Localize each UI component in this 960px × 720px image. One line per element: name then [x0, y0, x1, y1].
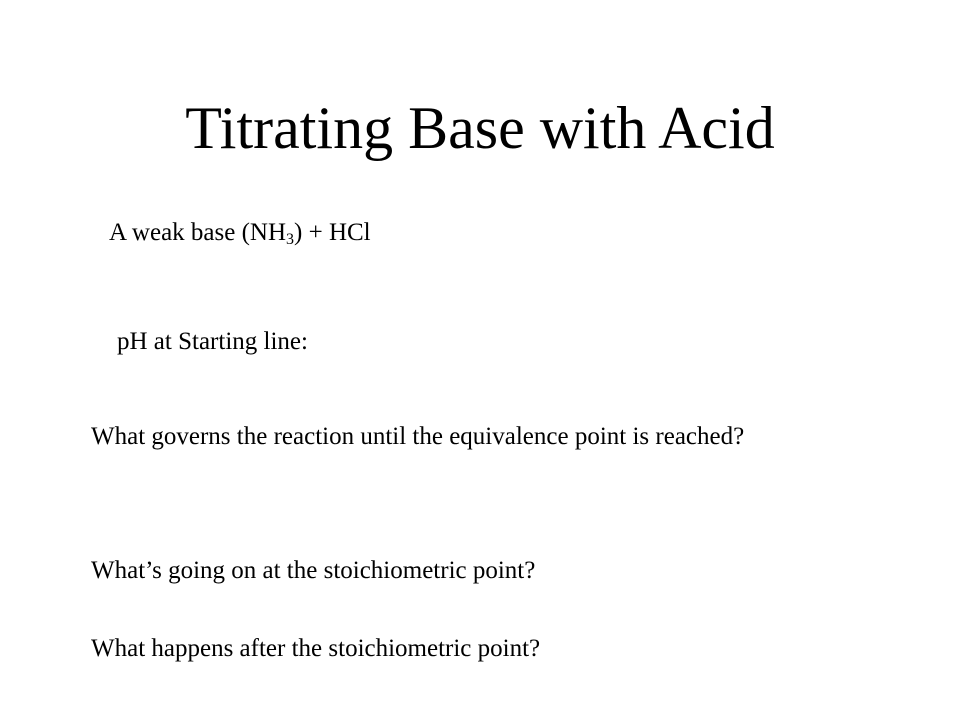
question-before-equivalence: What governs the reaction until the equivalence point is reached?: [91, 423, 745, 450]
reaction-subject: [109, 216, 371, 250]
question-starting-ph: pH at Starting line:: [117, 328, 308, 355]
question-at-stoichiometric: What’s going on at the stoichiometric point?: [91, 557, 536, 584]
subject-subscript: 3: [286, 231, 295, 248]
subject-prefix: A weak base (NH: [109, 219, 287, 246]
subject-suffix: ) + HCl: [294, 219, 371, 246]
slide-title: Titrating Base with Acid: [185, 95, 775, 161]
question-after-stoichiometric: What happens after the stoichiometric point?: [91, 635, 541, 662]
